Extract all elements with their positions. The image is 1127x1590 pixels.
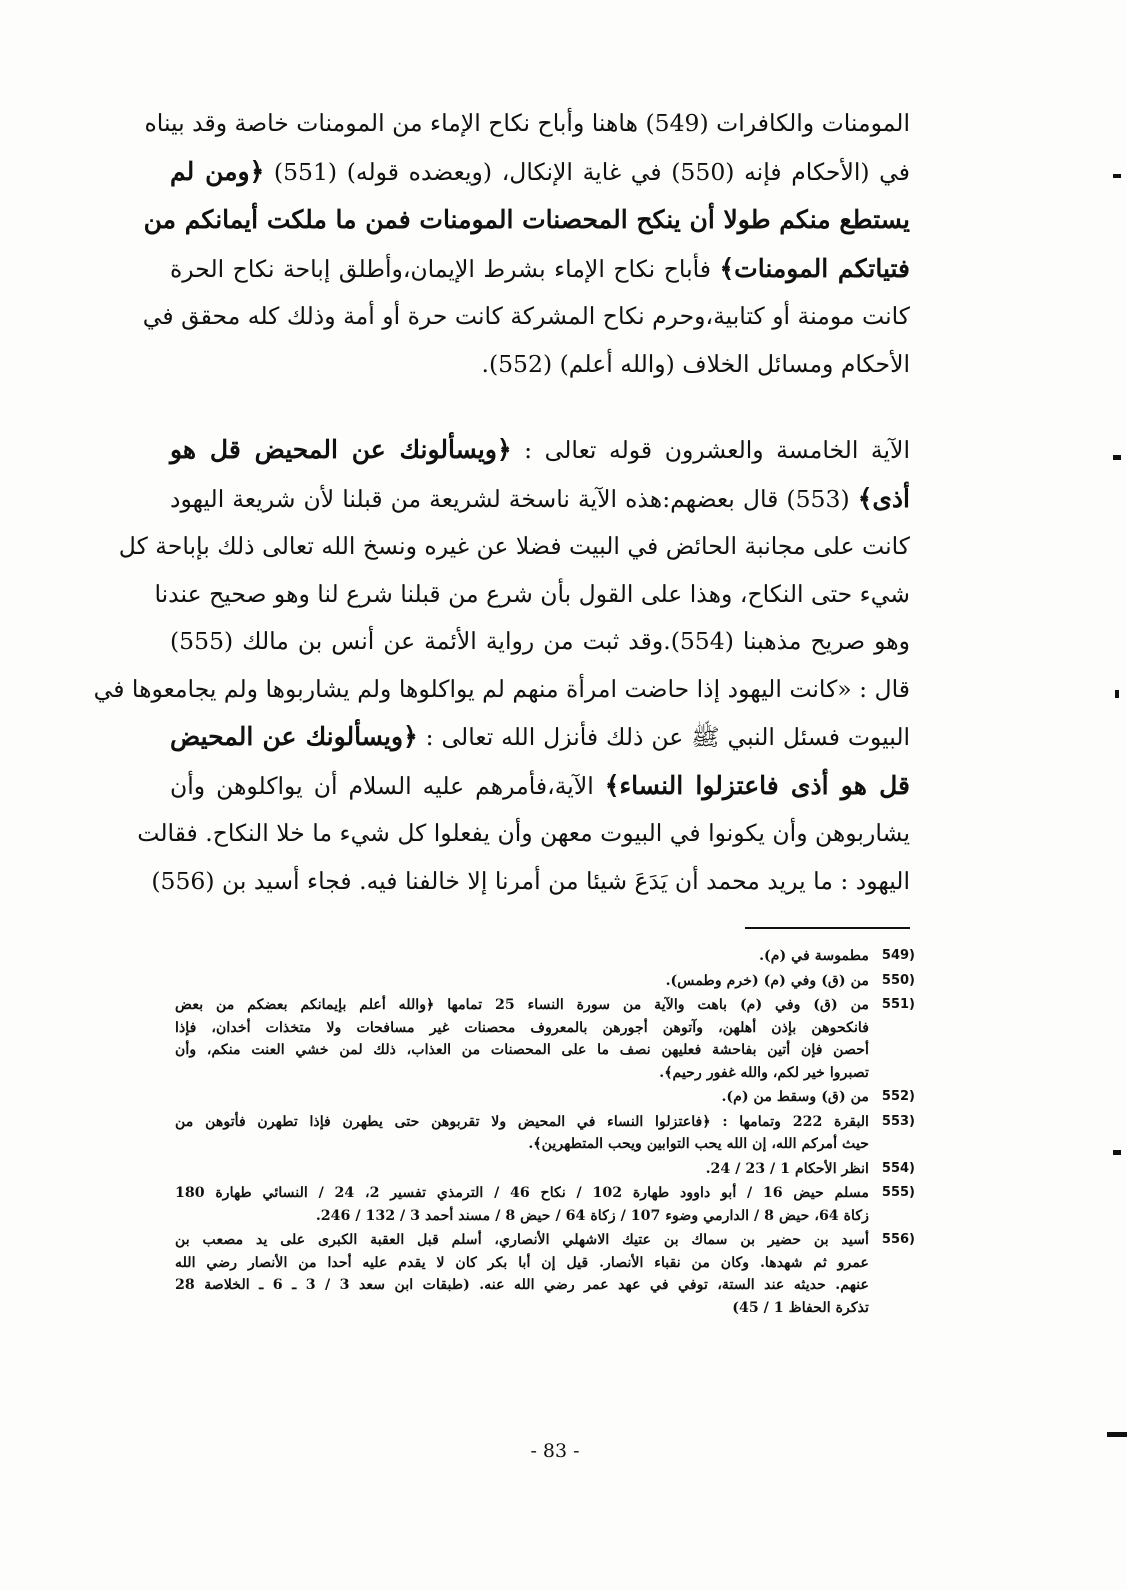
text-segment: يشاربوهن وأن يكونوا في البيوت معهن وأن يفعلوا كل شيء ما خلا النكاح. فقالت <box>137 819 910 847</box>
footnote-separator <box>745 927 910 929</box>
text-line <box>170 148 910 197</box>
footnote-number: 552) <box>881 1089 915 1104</box>
text-segment: في (الأحكام فإنه (550) في غاية الإنكال، (ويعضده قوله) (551) <box>264 157 910 186</box>
text-segment: (553) قال بعضهم:هذه الآية ناسخة لشريعة من قبلنا لأن شريعة اليهود <box>170 484 858 513</box>
footnote-text <box>175 994 869 1084</box>
footnote-text <box>175 1158 869 1181</box>
text-segment: الآية،فأمرهم عليه السلام أن يواكلوهن وأن <box>170 771 605 800</box>
footnote-text <box>175 970 869 993</box>
quran-quote: ﴿ومن لم <box>170 156 265 186</box>
text-segment: قال : «كانت اليهود إذا حاضت امرأة منهم لم يواكلوها ولم يشاربوها ولم يجامعوها في <box>93 674 910 703</box>
footnote-line: عمرو ثم شهدها. وكان من نقباء الأنصار. قيل إن أبا بكر كان لا يقدم عليه أحدا من الأنصار رضي الله <box>175 1254 869 1271</box>
quran-quote: ﴿ويسألونك عن المحيض <box>170 722 418 751</box>
footnote-number: 553) <box>881 1113 915 1129</box>
text-segment: اليهود : ما يريد محمد أن يَدَعَ شيئا من أمرنا إلا خالفنا فيه. فجاء أسيد بن (556) <box>151 866 910 895</box>
footnote <box>175 1111 915 1156</box>
footnote-text <box>175 1229 869 1319</box>
scan-edge-mark <box>1113 174 1121 178</box>
footnote <box>175 1086 915 1109</box>
paragraph-gap <box>170 388 910 426</box>
footnote-line: عنهم. حديثه عند الستة، توفي في عهد عمر رضي الله عنه. (طبقات ابن سعد 3 / 3 ـ 6 ـ الخلاصة 28 <box>175 1277 869 1293</box>
footnote-number: 551) <box>881 997 915 1012</box>
footnote-text <box>175 1111 869 1156</box>
scan-edge-mark <box>1115 690 1119 698</box>
footnote-text <box>175 945 869 968</box>
text-segment: الآية الخامسة والعشرون قوله تعالى : <box>511 436 910 464</box>
footnote-text <box>175 1182 869 1227</box>
footnote <box>175 970 915 993</box>
quran-quote: ﴿ويسألونك عن المحيض قل هو <box>170 435 512 464</box>
footnote-line: زكاة 64، حيض 8 / الدارمي وضوء 107 / زكاة 64 / حيض 8 / مسند أحمد 3 / 132 / 246. <box>315 1207 869 1224</box>
footnote-line: أحصن فإن أتين بفاحشة فعليهن نصف ما على المحصنات من العذاب، ذلك لمن خشي العنت منكم، وأن <box>175 1042 869 1058</box>
footnotes <box>175 945 915 1321</box>
footnote <box>175 1229 915 1319</box>
text-line <box>144 100 910 148</box>
paragraph-2 <box>93 426 911 905</box>
text-segment: الأحكام ومسائل الخلاف (والله أعلم) (552). <box>481 349 910 378</box>
scan-edge-mark <box>1113 455 1121 460</box>
footnote-number: 556) <box>881 1232 915 1247</box>
footnote-text <box>175 1086 869 1109</box>
quran-quote: أذى﴾ <box>857 483 910 513</box>
footnote-number: 550) <box>881 972 915 988</box>
footnote-line: أسيد بن حضير بن سماك بن عتيك الاشهلي الأنصاري، أسلم قبل العقبة الكبرى على يد مصعب بن <box>175 1232 869 1248</box>
text-line <box>170 245 910 294</box>
text-line <box>170 618 910 666</box>
page-number: - 83 - <box>530 1440 580 1462</box>
text-segment: البيوت فسئل النبي ﷺ عن ذلك فأنزل الله تعالى : <box>417 723 911 751</box>
text-line <box>170 341 910 389</box>
footnote-line: مطموسة في (م). <box>759 948 869 964</box>
footnote <box>175 945 915 968</box>
footnote <box>175 994 915 1084</box>
footnote-line: فانكحوهن بإذن أهلهن، وآتوهن أجورهن بالمعروف محصنات غير مسافحات ولا متخذات أخدان، فإذا <box>175 1019 869 1036</box>
footnote-line: انظر الأحكام 1 / 23 / 24. <box>705 1160 869 1177</box>
text-line <box>142 293 910 341</box>
text-line <box>170 475 910 524</box>
footnote-line: تصبروا خير لكم، والله غفور رحيم﴾. <box>659 1064 869 1081</box>
footnote <box>175 1158 915 1181</box>
text-segment: شيء حتى النكاح، وهذا على القول بأن شرع من قبلنا شرع لنا وهو صحيح عندنا <box>154 579 910 608</box>
footnote-line: من (ق) وفي (م) باهت والآية من سورة النساء 25 تمامها ﴿والله أعلم بإيمانكم بعضكم من بعض <box>175 997 869 1013</box>
text-segment: كانت على مجانبة الحائض في البيت فضلا عن غيره ونسخ الله تعالى ذلك بإباحة كل <box>118 532 910 560</box>
text-line <box>118 523 910 571</box>
footnote-number: 555) <box>881 1185 915 1200</box>
text-line <box>170 426 910 475</box>
quran-quote: يستطع منكم طولا أن ينكح المحصنات المومنات فمن ما ملكت أيمانكم من <box>143 205 910 234</box>
footnote-line: تذكرة الحفاظ 1 / 45) <box>732 1299 869 1316</box>
text-line <box>151 858 910 906</box>
text-line <box>170 713 910 762</box>
text-segment: وهو صريح مذهبنا (554).وقد ثبت من رواية الأئمة عن أنس بن مالك (555) <box>170 627 910 655</box>
footnote-line: حيث أمركم الله، إن الله يحب التوابين ويحب المتطهرين﴾. <box>528 1136 869 1152</box>
text-segment: المومنات والكافرات (549) هاهنا وأباح نكاح الإماء من المومنات خاصة وقد بيناه <box>144 109 910 137</box>
scan-edge-mark <box>1107 1432 1127 1437</box>
footnote-line: من (ق) وفي (م) (خرم وطمس). <box>665 972 869 989</box>
text-line <box>154 571 910 619</box>
text-line <box>137 810 910 858</box>
paragraph-1 <box>142 100 910 388</box>
footnote-number: 554) <box>881 1160 915 1176</box>
quran-quote: قل هو أذى فاعتزلوا النساء﴾ <box>604 770 910 800</box>
footnote-line: البقرة 222 وتمامها : ﴿فاعتزلوا النساء في المحيض ولا تقربوهن حتى يطهرن فإذا تطهرن فأتوهن من <box>175 1113 869 1130</box>
main-text <box>93 100 911 905</box>
text-line <box>143 196 910 245</box>
footnote-number: 549) <box>881 948 915 963</box>
text-segment: كانت مومنة أو كتابية،وحرم نكاح المشركة كانت حرة أو أمة وذلك كله محقق في <box>142 302 910 330</box>
text-segment: فأباح نكاح الإماء بشرط الإيمان،وأطلق إباحة نكاح الحرة <box>170 254 720 283</box>
footnote-line: مسلم حيض 16 / أبو داوود طهارة 102 / نكاح 46 / الترمذي تفسير 2، 24 / النسائي طهارة 180 <box>175 1185 869 1201</box>
quran-quote: فتياتكم المومنات﴾ <box>719 253 910 283</box>
footnote <box>175 1182 915 1227</box>
text-line <box>170 762 910 811</box>
footnote-line: من (ق) وسقط من (م). <box>721 1089 869 1105</box>
text-line <box>93 666 910 714</box>
scan-edge-mark <box>1113 1150 1121 1155</box>
